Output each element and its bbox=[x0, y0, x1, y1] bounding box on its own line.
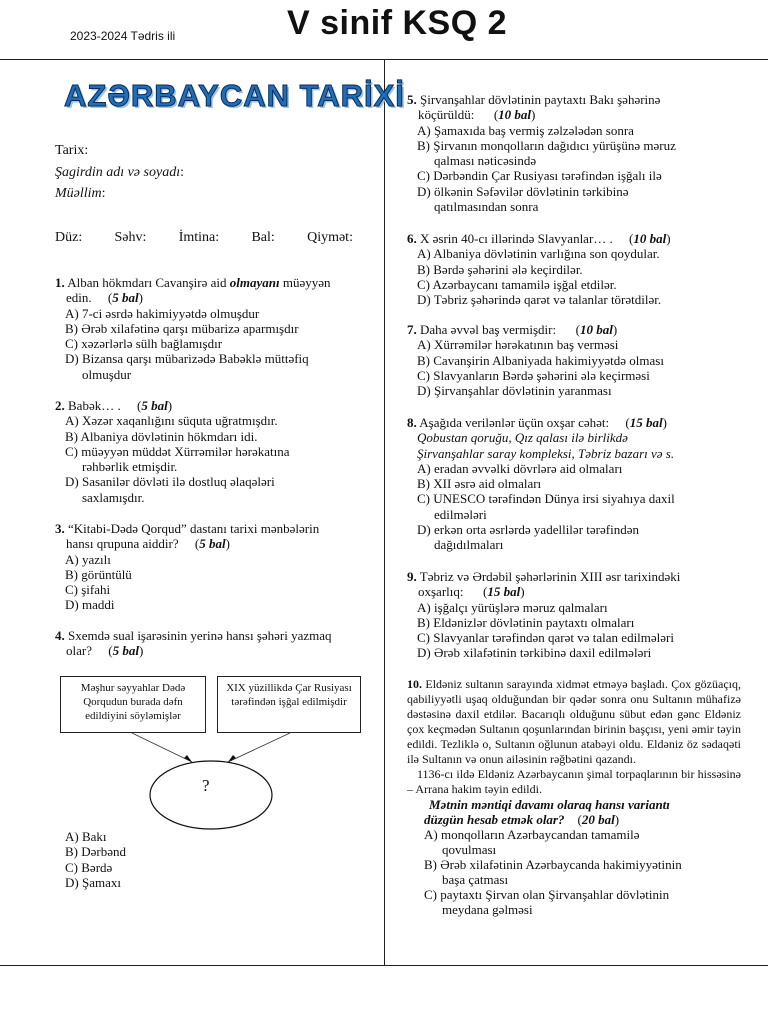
teacher-label: Müəllim: bbox=[55, 186, 106, 201]
option[interactable]: D) Sasanilər dövləti ilə dostluq əlaqələri bbox=[65, 474, 275, 490]
option[interactable]: A) Şamaxıda baş vermiş zəlzələdən sonra bbox=[417, 122, 634, 138]
option[interactable]: B) Eldənizlər dövlətinin paytaxtı olmaları bbox=[417, 614, 635, 630]
arrowhead-right bbox=[228, 755, 236, 762]
option[interactable]: D) Şirvanşahlar dövlətinin yaranması bbox=[417, 383, 612, 399]
test-title: V sinif KSQ 2 bbox=[287, 4, 507, 42]
question-8: 8. Aşağıda verilənlər üçün oxşar cəhət: (15 bal) Qobustan qoruğu, Qız qalası ilə birlikdə Şirvanşahlar saray kompleksi, Təbriz bazarı və s. A) eradan əvvəlki dövrlərə aid olmaları B) XII əsrə aid olmaları C) UNESCO tərəfindən Dünya irsi siyahıya daxil edilmələri D) erkən orta əsrlərdə yadellilər tərəfindən dağıdılmaları bbox=[407, 415, 747, 553]
option[interactable]: D) Ərəb xilafətinin tərkibinə daxil edilmələri bbox=[417, 645, 652, 661]
unknown-marker: ? bbox=[202, 776, 210, 795]
wrong-label: Səhv: bbox=[114, 230, 147, 245]
option[interactable]: B) XII əsrə aid olmaları bbox=[417, 476, 542, 492]
question-4: 4. Sxemdə sual işarəsinin yerinə hansı şəhəri yazmaq olar? (5 bal) bbox=[55, 628, 332, 659]
question-10-passage: 10. Eldəniz sultanın sarayında xidmət etməyə başladı. Çox gözüaçıq, qabiliyyətli uşaq olduğundan bir qədər sonra onu Sultanın mühafizə dəstəsinə daxil etdilər. Bacarıqlı olduğunu sübut edən gənc Eldəniz çox keçmədən Sultanın qoşunlarından birinin başçısı, yeni əmir təyin edildi. Tezliklə o, Sultanın oğlunun atabəyi oldu. Eldəniz öz sədaqəti ilə Sultanın və onun ailəsinin rəğbətini qazandı. bbox=[407, 677, 741, 766]
option[interactable]: D) ölkənin Səfəvilər dövlətinin tərkibinə bbox=[417, 183, 629, 199]
unknown-city-oval bbox=[150, 761, 272, 829]
question-2: 2. Babək… . (5 bal) A) Xəzər xaqanlığını süquta uğratmışdır. B) Albaniya dövlətinin hökmdarı idi. C) müəyyən müddət Xürrəmilər hərəkatına rəhbərlik etmişdir. D) Sasanilər dövləti ilə dostluq əlaqələri saxlamışdır. bbox=[55, 398, 375, 505]
points-badge: 10 bal bbox=[633, 231, 667, 246]
option[interactable]: A) Xəzər xaqanlığını süquta uğratmışdır. bbox=[65, 413, 278, 429]
option[interactable]: B) Ərəb xilafətinin Azərbaycanda hakimiyyətinin bbox=[424, 857, 682, 872]
option[interactable]: A) 7-ci əsrdə hakimiyyətdə olmuşdur bbox=[65, 305, 260, 321]
option[interactable]: B) Şirvanın monqolların dağıdıcı yürüşünə məruz bbox=[417, 137, 676, 153]
school-year: 2023-2024 Tədris ili bbox=[70, 29, 176, 43]
connector-line-right bbox=[228, 733, 290, 762]
option[interactable]: C) müəyyən müddət Xürrəmilər hərəkatına bbox=[65, 443, 290, 459]
option[interactable]: A) yazılı bbox=[65, 551, 111, 567]
points-badge: 10 bal bbox=[579, 322, 613, 337]
grade-label: Qiymət: bbox=[307, 230, 353, 245]
option[interactable]: A) eradan əvvəlki dövrlərə aid olmaları bbox=[417, 460, 623, 476]
option[interactable]: A) Bakı bbox=[65, 829, 107, 844]
question-1: 1. Alban hökmdarı Cavanşirə aid olmayanı müəyyən edin. (5 bal) A) 7-ci əsrdə hakimiyyətdə olmuşdur B) Ərəb xilafətinə qarşı mübarizə aparmışdır C) xəzərlərlə sülh bağlamışdır D) Bizansa qarşı mübarizədə Babəklə müttəfiq olmuşdur bbox=[55, 275, 375, 382]
points-badge: 5 bal bbox=[199, 536, 226, 552]
option[interactable]: D) Bizansa qarşı mübarizədə Babəklə müttəfiq bbox=[65, 351, 309, 367]
arrowhead-left bbox=[184, 755, 192, 762]
question-6: 6. X əsrin 40-cı illərində Slavyanlar… . (10 bal) A) Albaniya dövlətinin varlığına son qoydular. B) Bərdə şəhərini ələ keçirdilər. C) Azərbaycanı tamamilə işğal etdilər. D) Təbriz şəhərində qarət və talanlar törətdilər. bbox=[407, 231, 747, 307]
option[interactable]: B) görüntülü bbox=[65, 566, 132, 582]
option[interactable]: D) erkən orta əsrlərdə yadellilər tərəfindən bbox=[417, 522, 639, 538]
option[interactable]: C) şifahi bbox=[65, 582, 111, 598]
option[interactable]: A) Xürrəmilər hərəkatının baş verməsi bbox=[417, 337, 619, 353]
clue-box-right: XIX yüzillikdə Çar Rusiyası tərəfindən işğal edilmişdir bbox=[217, 676, 361, 733]
option[interactable]: B) Ərəb xilafətinə qarşı mübarizə aparmışdır bbox=[65, 320, 299, 336]
option[interactable]: C) xəzərlərlə sülh bağlamışdır bbox=[65, 336, 223, 352]
points-badge: 5 bal bbox=[112, 643, 139, 659]
points-label: Bal: bbox=[251, 230, 275, 245]
points-badge: 15 bal bbox=[487, 584, 521, 600]
question-3: 3. “Kitabi-Dədə Qorqud” dastanı tarixi mənbələrin hansı qrupuna aiddir? (5 bal) A) yazılı B) görüntülü C) şifahi D) maddi bbox=[55, 521, 375, 613]
option[interactable]: C) UNESCO tərəfindən Dünya irsi siyahıya daxil bbox=[417, 491, 675, 507]
option[interactable]: D) Şamaxı bbox=[65, 874, 121, 890]
question-10: 10. Eldəniz sultanın sarayında xidmət etməyə başladı. Çox gözüaçıq, qabiliyyətli uşaq olduğundan bir qədər sonra onu Sultanın mühafizə dəstəsinə daxil etdilər. Bacarıqlı olduğunu sübut edən gənc Eldəniz çox keçmədən Sultanın qoşunlarından birinin başçısı, yeni əmir təyin edildi. Tezliklə o, Sultanın oğlunun atabəyi oldu. Eldəniz öz sədaqəti ilə Sultanın və onun ailəsinin rəğbətini qazandı. 1136-cı ildə Eldəniz Azərbaycanın şimal torpaqlarının bir hissəsinə – Arrana hakim təyin edildi. Mətnin məntiqi davamı olaraq hansı variantı düzgün hesab etmək olar? (20 bal) A) monqolların Azərbaycandan tamamilə qovulması B) Ərəb xilafətinin Azərbaycanda hakimiyyətinin başa çatması C) paytaxtı Şirvan olan Şirvanşahlar dövlətinin meydana gəlməsi bbox=[407, 677, 741, 917]
student-name-label: Şagirdin adı və soyadı: bbox=[55, 165, 184, 180]
option[interactable]: C) Slavyanlar tərəfindən qarət və talan edilmələri bbox=[417, 630, 674, 646]
option[interactable]: D) maddi bbox=[65, 597, 115, 613]
option[interactable]: A) Albaniya dövlətinin varlığına son qoydular. bbox=[417, 246, 660, 262]
option[interactable]: B) Bərdə şəhərini ələ keçirdilər. bbox=[417, 261, 583, 277]
connector-line-left bbox=[132, 733, 192, 762]
points-badge: 5 bal bbox=[112, 290, 139, 306]
option[interactable]: B) Dərbənd bbox=[65, 844, 127, 860]
option[interactable]: C) Slavyanların Bərdə şəhərini ələ keçirməsi bbox=[417, 367, 650, 383]
option[interactable]: B) Albaniya dövlətinin hökmdarı idi. bbox=[65, 428, 258, 444]
points-badge: 10 bal bbox=[498, 107, 532, 123]
skipped-label: İmtina: bbox=[178, 230, 220, 245]
date-label: Tarix: bbox=[55, 143, 89, 158]
question-9: 9. Təbriz və Ərdəbil şəhərlərinin XIII əsr tarixindəki oxşarlıq: (15 bal) A) işğalçı yürüşlərə məruz qalmaları B) Eldənizlər dövlətinin paytaxtı olmaları C) Slavyanlar tərəfindən qarət və talan edilmələri D) Ərəb xilafətinin tərkibinə daxil edilmələri bbox=[407, 569, 747, 661]
points-badge: 20 bal bbox=[581, 812, 615, 827]
option[interactable]: C) Bərdə bbox=[65, 859, 113, 875]
question-4-options bbox=[55, 829, 375, 890]
option[interactable]: A) monqolların Azərbaycandan tamamilə bbox=[424, 827, 640, 842]
option[interactable]: A) işğalçı yürüşlərə məruz qalmaları bbox=[417, 599, 608, 615]
option[interactable]: C) Dərbəndin Çar Rusiyası tərəfindən işğalı ilə bbox=[417, 168, 662, 184]
clue-box-left: Məşhur səyyahlar Dədə Qorqudun burada dəfn edildiyini söyləmişlər bbox=[60, 676, 206, 733]
subject-title: AZƏRBAYCAN TARİXİ bbox=[64, 78, 405, 113]
question-10-prompt: Mətnin məntiqi davamı olaraq hansı variantı bbox=[429, 797, 670, 812]
points-badge: 5 bal bbox=[141, 398, 168, 413]
option[interactable]: C) paytaxtı Şirvan olan Şirvanşahlar dövlətinin bbox=[424, 887, 670, 902]
question-5: 5. Şirvanşahlar dövlətinin paytaxtı Bakı şəhərinə köçürüldü: (10 bal) A) Şamaxıda baş vermiş zəlzələdən sonra B) Şirvanın monqolların dağıdıcı yürüşünə məruz qalması nəticəsində C) Dərbəndin Çar Rusiyası tərəfindən işğalı ilə D) ölkənin Səfəvilər dövlətinin tərkibinə qatılmasından sonra bbox=[407, 92, 747, 214]
option[interactable]: C) Azərbaycanı tamamilə işğal etdilər. bbox=[417, 276, 617, 292]
option[interactable]: D) Təbriz şəhərində qarət və talanlar törətdilər. bbox=[417, 292, 662, 308]
correct-label: Düz: bbox=[55, 230, 83, 245]
points-badge: 15 bal bbox=[629, 415, 663, 430]
option[interactable]: B) Cavanşirin Albaniyada hakimiyyətdə olması bbox=[417, 352, 664, 368]
question-7: 7. Daha əvvəl baş vermişdir: (10 bal) A) Xürrəmilər hərəkatının baş verməsi B) Cavanşirin Albaniyada hakimiyyətdə olması C) Slavyanların Bərdə şəhərini ələ keçirməsi D) Şirvanşahlar dövlətinin yaranması bbox=[407, 322, 747, 398]
